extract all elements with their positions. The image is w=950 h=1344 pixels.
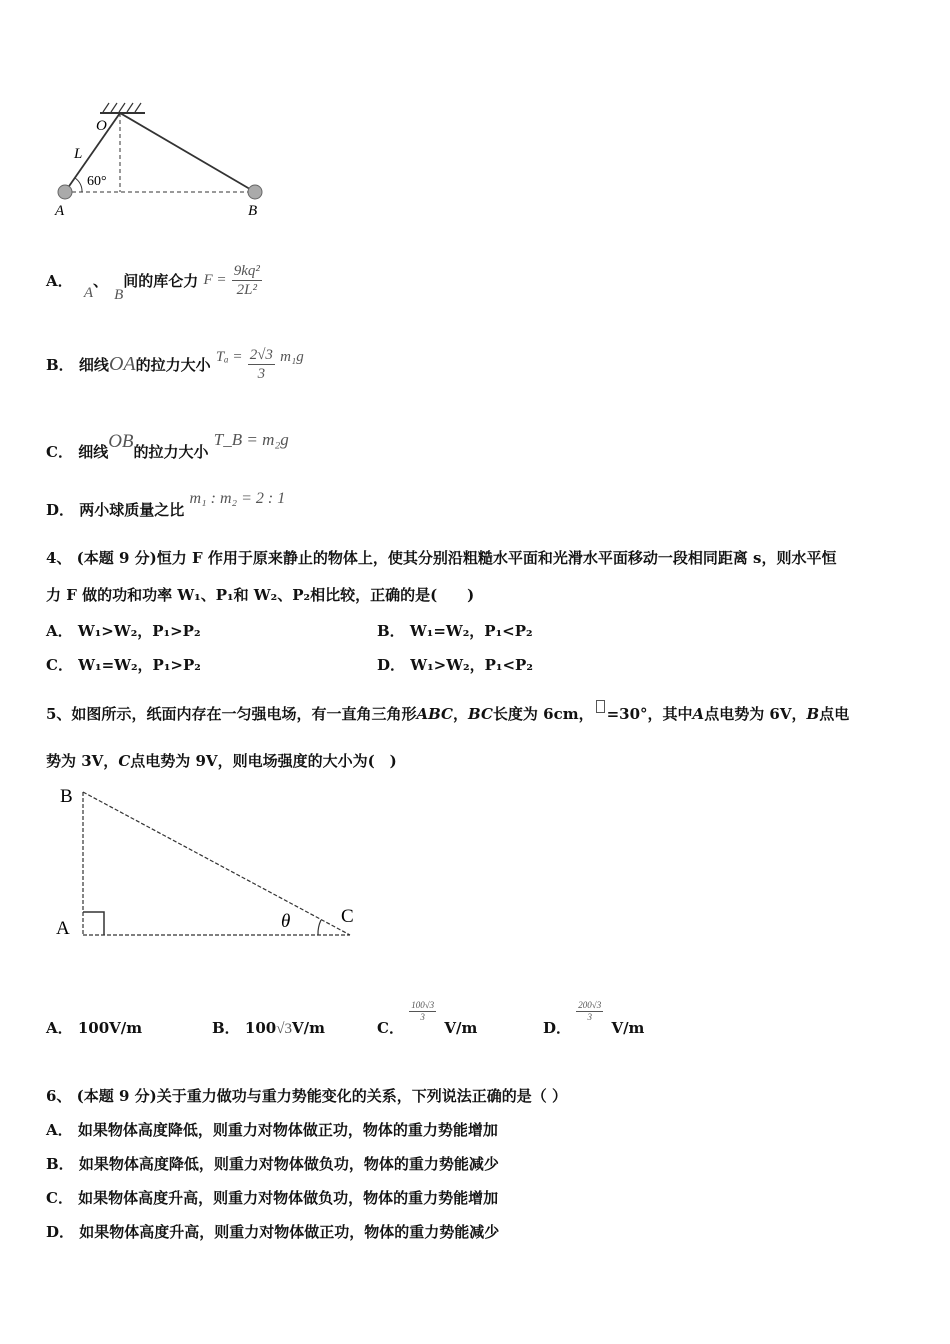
- tension-fraction: $\frac{2√3}{3}$: [249, 347, 273, 382]
- label-C: C: [341, 906, 354, 927]
- q4-option-b: B． W₁=W₂，P₁<P₂: [377, 622, 533, 640]
- q4-option-a: A． W₁>W₂，P₁>P₂: [46, 622, 201, 640]
- label-B: B: [60, 786, 73, 807]
- q3-option-c: C． 细线OB的拉力大小 T_B = m₂g: [46, 430, 289, 461]
- q4-option-c: C． W₁=W₂，P₁>P₂: [46, 656, 201, 674]
- label-L: L: [74, 146, 83, 162]
- option-d-fraction: $\frac{200√3}{3}$: [578, 1000, 602, 1022]
- figure-right-triangle: [50, 780, 370, 950]
- q4-option-d: D． W₁>W₂，P₁<P₂: [377, 656, 533, 674]
- q3-option-b: B． 细线OA的拉力大小 Tₐ = $\frac{2√3}{3}$ m₁g: [46, 347, 304, 382]
- option-c-fraction: $\frac{100√3}{3}$: [411, 1000, 435, 1022]
- q4-stem-line-1: 4、 (本题 9 分)恒力 F 作用于原来静止的物体上，使其分别沿粗糙水平面和光滑水平面移动一段相同距离 s，则水平恒: [46, 549, 837, 567]
- label-A: A: [55, 203, 65, 219]
- q5-stem-line-2: 势为 3V，C点电势为 9V，则电场强度的大小为( ): [46, 752, 397, 770]
- q6-option-c: C． 如果物体高度升高，则重力对物体做负功，物体的重力势能增加: [46, 1189, 499, 1207]
- q3-option-d: D． 两小球质量之比 m₁ : m₂ = 2 : 1: [46, 490, 286, 519]
- q5-option-a: A． 100V/m: [46, 1019, 143, 1037]
- q5-option-d: D． $\frac{200√3}{3}$ V/m: [543, 1000, 645, 1037]
- coulomb-fraction: $\frac{\text{9kq²}}{\text{2L²}}$: [233, 263, 260, 298]
- label-B: B: [248, 203, 258, 219]
- q6-stem: 6、 (本题 9 分)关于重力做功与重力势能变化的关系，下列说法正确的是（ ）: [46, 1087, 567, 1105]
- q6-option-d: D． 如果物体高度升高，则重力对物体做正功，物体的重力势能减少: [46, 1223, 500, 1241]
- label-angle: 60°: [87, 174, 107, 189]
- q3-option-a: A． A、B间的库仑力 F = $\frac{\text{9kq²}}{\text{2L²}}$: [46, 263, 260, 303]
- figure-pendulum-balls: [45, 95, 285, 225]
- q6-option-a: A． 如果物体高度降低，则重力对物体做正功，物体的重力势能增加: [46, 1121, 498, 1139]
- label-A: A: [56, 918, 70, 939]
- q5-option-b: B． 100√3V/m: [212, 1019, 325, 1037]
- q5-stem-line-1: 5、如图所示，纸面内存在一匀强电场，有一直角三角形ABC，BC长度为 6cm， =30°，其中A点电势为 6V，B点电: [46, 700, 849, 724]
- missing-symbol-icon: [596, 700, 605, 713]
- label-O: O: [96, 118, 107, 134]
- label-theta: θ: [281, 911, 291, 932]
- q4-stem-line-2: 力 F 做的功和功率 W₁、P₁和 W₂、P₂相比较，正确的是( ): [46, 586, 475, 604]
- q5-option-c: C． $\frac{100√3}{3}$ V/m: [377, 1000, 478, 1037]
- q6-option-b: B． 如果物体高度降低，则重力对物体做负功，物体的重力势能减少: [46, 1155, 499, 1173]
